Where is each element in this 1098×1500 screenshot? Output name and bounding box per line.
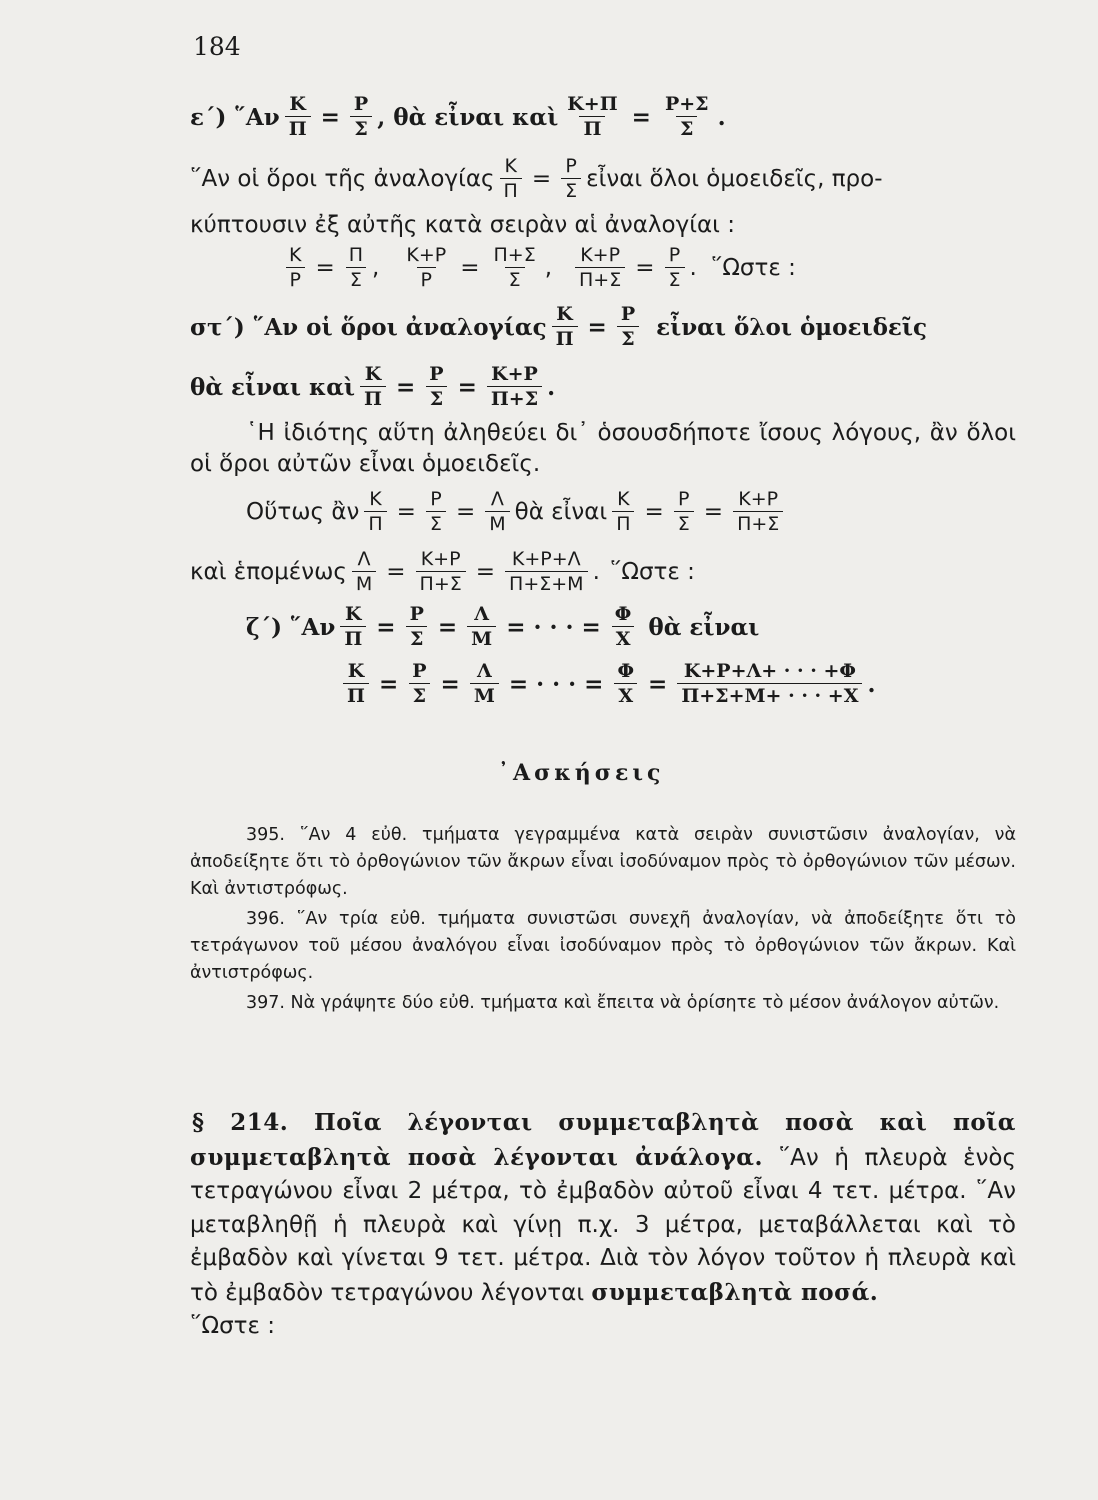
section-bold-end: συμμεταβλητὰ ποσά. [591,1278,879,1306]
fraction: $\frac{\Lambda}{M}$ [485,490,509,534]
fraction: $\frac{\Pi}{\Sigma}$ [345,246,367,290]
fraction: $\frac{P}{\Sigma}$ [426,490,446,534]
fraction: $\frac{K+P+\Lambda+ \cdot \cdot \cdot +\Phi}{\Pi+\Sigma+M+ \cdot \cdot \cdot +X}$ [677,662,862,706]
fraction: $\frac{K+P}{\Pi+\Sigma}$ [487,365,542,409]
section-last: ῞Ωστε : [190,1313,275,1339]
fraction: $\frac{K}{\Pi}$ [500,157,522,201]
rule-z-line2: $\frac{K}{\Pi}$ = $\frac{P}{\Sigma}$ = $\frac{\Lambda}{M}$ = · · · = $\frac{\Phi}{X}$ = $\frac{K+P+\Lambda+ \cdot \cdot \cdot +\Phi}{\Pi+\Sigma+M+ \cdot \cdot \cdot +X}$ . [338,662,875,706]
fraction: $\frac{K+P}{\Pi+\Sigma}$ [733,490,783,534]
rule-st-line2: θὰ εἶναι καὶ $\frac{K}{\Pi}$ = $\frac{P}{\Sigma}$ = $\frac{K+P}{\Pi+\Sigma}$ . [190,363,556,410]
fraction: $\frac{K}{\Pi}$ [285,95,311,139]
exercises-heading: ᾿Ασκήσεις [498,760,665,786]
fraction: $\frac{P}{\Sigma}$ [617,305,639,349]
fraction: $\frac{\Phi}{X}$ [611,605,636,649]
fraction: $\frac{P}{\Sigma}$ [408,662,430,706]
fraction: $\frac{K+P+\Lambda}{\Pi+\Sigma+M}$ [505,550,588,594]
rule-z: ζ΄) ῞Αν $\frac{K}{\Pi}$ = $\frac{P}{\Sigma}$ = $\frac{\Lambda}{M}$ = · · · = $\frac{\Phi}{X}$ θὰ εἶναι [246,603,760,650]
fraction: $\frac{K+P}{\Pi+\Sigma}$ [575,246,625,290]
fraction: $\frac{K}{\Pi}$ [612,490,634,534]
fraction: $\frac{K+P}{\Pi+\Sigma}$ [416,550,466,594]
para2: ῾Η ἰδιότης αὕτη ἀληθεύει δι᾽ ὁσουσδήποτε ἴσους λόγους, ἂν ὅλοι οἱ ὅροι αὐτῶν εἶναι ὁμοειδεῖς. [190,420,1016,477]
page-number: 184 [193,32,241,61]
rule-e-label: ε΄) ῞Αν [190,103,280,131]
outos-line: Οὕτως ἂν $\frac{K}{\Pi}$ = $\frac{P}{\Sigma}$ = $\frac{\Lambda}{M}$ θὰ εἶναι $\frac{K}{\Pi}$ = $\frac{P}{\Sigma}$ = $\frac{K+P}{\Pi+\Sigma}$ [246,490,788,534]
fraction: $\frac{P}{\Sigma}$ [561,157,581,201]
fraction: $\frac{K+\Pi}{\Pi}$ [567,93,618,140]
rule-e: ε΄) ῞Αν $\frac{K}{\Pi}$ = $\frac{P}{\Sigma}$ , θὰ εἶναι καὶ $\frac{K+\Pi}{\Pi}$ = $\frac{P+\Sigma}{\Sigma}$ . [190,93,726,140]
exercise-395: 395. ῞Αν 4 εὐθ. τμήματα γεγραμμένα κατὰ σειρὰν συνιστῶσιν ἀναλογίαν, νὰ ἀποδείξητε ὅτι τὸ ὀρθογώνιον τῶν ἄκρων εἶναι ἰσοδύναμον πρὸς τὸ ὀρθογώνιον τῶν μέσων. Καὶ ἀντιστρόφως. [190,825,1016,899]
fraction: $\frac{P}{\Sigma}$ [406,605,428,649]
fraction: $\frac{\Lambda}{M}$ [467,605,496,649]
rule-st: στ΄) ῞Αν οἱ ὅροι ἀναλογίας $\frac{K}{\Pi}$ = $\frac{P}{\Sigma}$ εἶναι ὅλοι ὁμοειδεῖς [190,303,928,350]
fraction: $\frac{\Lambda}{M}$ [352,550,376,594]
exercise-396: 396. ῞Αν τρία εὐθ. τμήματα συνιστῶσι συνεχῆ ἀναλογίαν, νὰ ἀποδείξητε ὅτι τὸ τετράγωνον τοῦ μέσου ἀναλόγου εἶναι ἰσοδύναμον πρὸς τὸ ὀρθογώνιον τῶν ἄκρων. Καὶ ἀντιστρόφως. [190,909,1016,983]
fraction: $\frac{P}{\Sigma}$ [350,95,372,139]
rule-e-mid: , θὰ εἶναι καὶ [377,103,559,131]
section-214 [190,1106,1016,1344]
exercise-397: 397. Νὰ γράψητε δύο εὐθ. τμήματα καὶ ἔπειτα νὰ ὁρίσητε τὸ μέσον ἀνάλογον αὐτῶν. [246,993,1000,1013]
fraction: $\frac{P}{\Sigma}$ [425,365,447,409]
section-text: ῞Αν ἡ πλευρὰ ἑνὸς τετραγώνου εἶναι 2 μέτρα, τὸ ἐμβαδὸν αὐτοῦ εἶναι 4 τετ. μέτρα. ῞Αν μεταβληθῇ ἡ πλευρὰ καὶ γίνῃ π.χ. 3 μέτρα, μεταβάλλεται καὶ τὸ ἐμβαδὸν καὶ γίνεται 9 τετ. μέτρα. Διὰ τὸν λόγον τοῦτον ἡ πλευρὰ καὶ τὸ ἐμβαδὸν τετραγώνου λέγονται [190,1144,1016,1306]
fraction: $\frac{K}{P}$ [285,246,305,290]
para1-line1: ῞Αν οἱ ὅροι τῆς ἀναλογίας $\frac{K}{\Pi}$ = $\frac{P}{\Sigma}$ εἶναι ὅλοι ὁμοειδεῖς, προ- [190,155,883,202]
fraction: $\frac{K}{\Pi}$ [340,605,366,649]
fraction: $\frac{K}{\Pi}$ [343,662,369,706]
fraction: $\frac{K}{\Pi}$ [360,365,386,409]
fraction: $\frac{K}{\Pi}$ [552,305,578,349]
proportions-line: $\frac{K}{P}$ = $\frac{\Pi}{\Sigma}$ , $\frac{K+P}{P}$ = $\frac{\Pi+\Sigma}{\Sigma}$ , $\frac{K+P}{\Pi+\Sigma}$ = $\frac{P}{\Sigma}$ . ῞Ωστε : [280,246,796,290]
fraction: $\frac{K}{\Pi}$ [364,490,386,534]
fraction: $\frac{\Lambda}{M}$ [470,662,499,706]
fraction: $\frac{P}{\Sigma}$ [674,490,694,534]
para1-line2: κύπτουσιν ἐξ αὐτῆς κατὰ σειρὰν αἱ ἀναλογίαι : [190,212,735,238]
fraction: $\frac{P+\Sigma}{\Sigma}$ [664,93,709,140]
fraction: $\frac{\Pi+\Sigma}{\Sigma}$ [493,244,536,291]
fraction: $\frac{K+P}{P}$ [406,244,447,291]
epomenos-line: καὶ ἑπομένως $\frac{\Lambda}{M}$ = $\frac{K+P}{\Pi+\Sigma}$ = $\frac{K+P+\Lambda}{\Pi+\Sigma+M}$ . ῞Ωστε : [190,548,695,595]
fraction: $\frac{P}{\Sigma}$ [665,246,685,290]
section-title: § 214. Ποῖα λέγονται συμμεταβλητὰ ποσὰ καὶ ποῖα συμμεταβλητὰ ποσὰ λέγονται ἀνάλογα. [190,1109,1016,1171]
fraction: $\frac{\Phi}{X}$ [613,662,638,706]
